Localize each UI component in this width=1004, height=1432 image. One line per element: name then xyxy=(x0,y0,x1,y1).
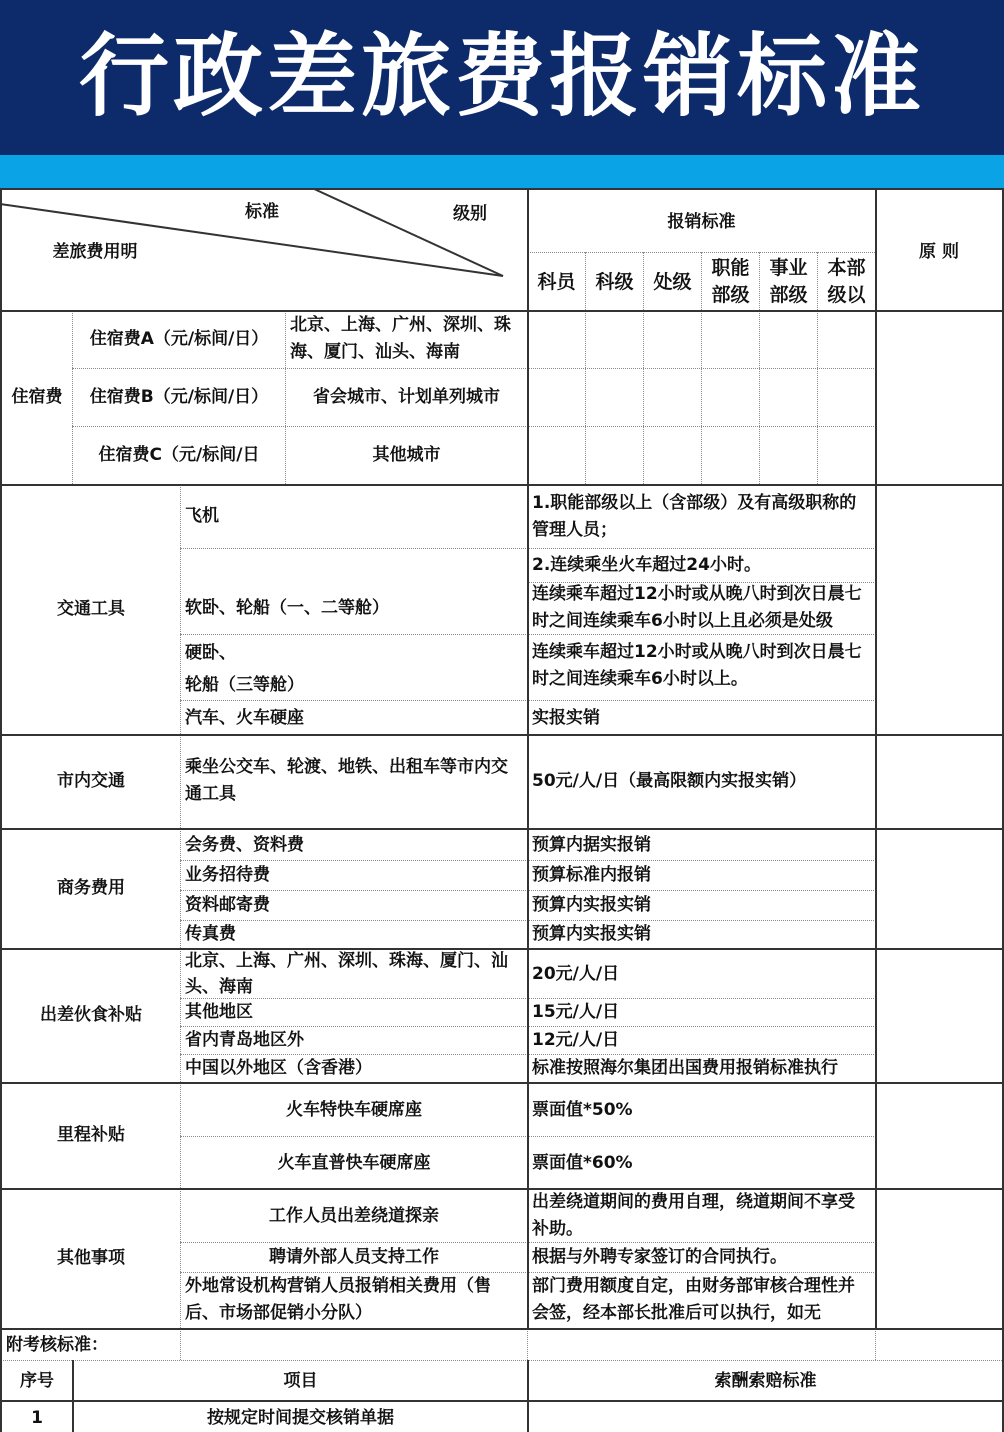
city-transport-rule: 50元/人/日（最高限额内实报实销） xyxy=(532,770,807,791)
reimbursement-table xyxy=(0,188,1004,1432)
meal-rule-3: 12元/人/日 xyxy=(532,1029,620,1050)
other-rule-1: 出差绕道期间的费用自理，绕道期间不享受补助。 xyxy=(532,1192,855,1239)
transport-plane-rule-1: 1.职能部级以上（含部级）及有高级职称的管理人员； xyxy=(532,493,857,540)
grade-business-dept: 事业部级 xyxy=(769,257,808,306)
business-item-4: 传真费 xyxy=(185,923,236,944)
grade-clerk: 科员 xyxy=(537,270,576,293)
group-meal-allowance: 出差伙食补贴 xyxy=(40,1004,142,1025)
business-rule-3: 预算内实报实销 xyxy=(532,894,651,915)
grade-functional-dept: 职能部级 xyxy=(711,257,750,306)
lodging-a-name: 住宿费A（元/标间/日） xyxy=(89,328,269,349)
grade-headquarters: 本部级以 xyxy=(827,257,866,306)
accent-stripe xyxy=(0,155,1004,188)
other-item-2: 聘请外部人员支持工作 xyxy=(269,1246,439,1267)
other-item-1: 工作人员出差绕道探亲 xyxy=(269,1205,439,1226)
meal-item-3: 省内青岛地区外 xyxy=(185,1029,304,1050)
title-banner xyxy=(0,0,1004,155)
appendix-header-standard: 索酬索赔标准 xyxy=(714,1370,817,1391)
lodging-a-cities: 北京、上海、广州、深圳、珠海、厦门、汕头、海南 xyxy=(290,315,511,362)
mileage-rule-1: 票面值*50% xyxy=(532,1099,633,1120)
lodging-c-name: 住宿费C（元/标间/日 xyxy=(98,444,260,465)
header-standard: 标准 xyxy=(245,201,279,222)
lodging-c-cities: 其他城市 xyxy=(372,444,441,465)
group-business: 商务费用 xyxy=(57,877,125,898)
meal-rule-2: 15元/人/日 xyxy=(532,1001,620,1022)
meal-item-1: 北京、上海、广州、深圳、珠海、厦门、汕头、海南 xyxy=(185,951,508,997)
city-transport-item: 乘坐公交车、轮渡、地铁、出租车等市内交通工具 xyxy=(185,757,508,804)
business-rule-1: 预算内据实报销 xyxy=(532,834,651,855)
other-rule-2: 根据与外聘专家签订的合同执行。 xyxy=(532,1246,787,1267)
header-expense-item: 差旅费用明 xyxy=(52,241,138,262)
business-item-1: 会务费、资料费 xyxy=(185,834,304,855)
grade-division: 处级 xyxy=(653,270,692,293)
group-mileage: 里程补贴 xyxy=(57,1124,125,1145)
other-item-3: 外地常设机构营销人员报销相关费用（售后、市场部促销小分队） xyxy=(185,1276,491,1323)
business-item-2: 业务招待费 xyxy=(185,864,270,885)
meal-item-4: 中国以外地区（含香港） xyxy=(185,1057,372,1078)
lodging-b-name: 住宿费B（元/标间/日） xyxy=(89,386,269,407)
lodging-b-cities: 省会城市、计划单列城市 xyxy=(313,386,500,407)
group-lodging: 住宿费 xyxy=(11,386,63,407)
header-principle: 原 则 xyxy=(919,241,959,262)
appendix-row-item: 按规定时间提交核销单据 xyxy=(207,1408,394,1428)
transport-hard-sleeper: 硬卧、 xyxy=(185,642,236,663)
appendix-label: 附考核标准： xyxy=(6,1334,108,1355)
transport-plane: 飞机 xyxy=(185,505,219,526)
page-title: 行政差旅费报销标准 xyxy=(79,24,925,129)
appendix-header-no: 序号 xyxy=(20,1370,54,1391)
business-rule-4: 预算内实报实销 xyxy=(532,923,651,944)
group-transport: 交通工具 xyxy=(57,598,125,619)
other-rule-3: 部门费用额度自定，由财务部审核合理性并会签，经本部长批准后可以执行，如无 xyxy=(532,1276,855,1323)
group-city-transport: 市内交通 xyxy=(57,770,125,791)
header-level: 级别 xyxy=(453,203,487,224)
grade-section: 科级 xyxy=(595,270,634,293)
business-item-3: 资料邮寄费 xyxy=(185,894,270,915)
group-other: 其他事项 xyxy=(57,1247,125,1268)
appendix-header-item: 项目 xyxy=(283,1370,318,1391)
transport-ship-third-class: 轮船（三等舱） xyxy=(185,674,304,695)
meal-rule-1: 20元/人/日 xyxy=(532,963,620,984)
appendix-row-no: 1 xyxy=(31,1408,43,1428)
meal-rule-4: 标准按照海尔集团出国费用报销标准执行 xyxy=(532,1057,838,1078)
transport-soft-sleeper: 软卧、轮船（一、二等舱） xyxy=(185,597,389,618)
header-reimbursement-standard: 报销标准 xyxy=(667,211,736,232)
mileage-item-2: 火车直普快车硬席座 xyxy=(277,1152,431,1173)
transport-hard-sleeper-rule: 连续乘车超过12小时或从晚八时到次日晨七时之间连续乘车6小时以上。 xyxy=(532,642,862,689)
business-rule-2: 预算标准内报销 xyxy=(532,864,651,885)
mileage-rule-2: 票面值*60% xyxy=(532,1152,633,1173)
meal-item-2: 其他地区 xyxy=(185,1001,253,1022)
transport-soft-sleeper-rule: 连续乘车超过12小时或从晚八时到次日晨七时之间连续乘车6小时以上且必须是处级 xyxy=(532,584,862,631)
mileage-item-1: 火车特快车硬席座 xyxy=(286,1099,422,1120)
transport-plane-rule-2: 2.连续乘坐火车超过24小时。 xyxy=(532,554,761,575)
transport-bus: 汽车、火车硬座 xyxy=(185,707,304,728)
transport-bus-rule: 实报实销 xyxy=(532,707,600,728)
